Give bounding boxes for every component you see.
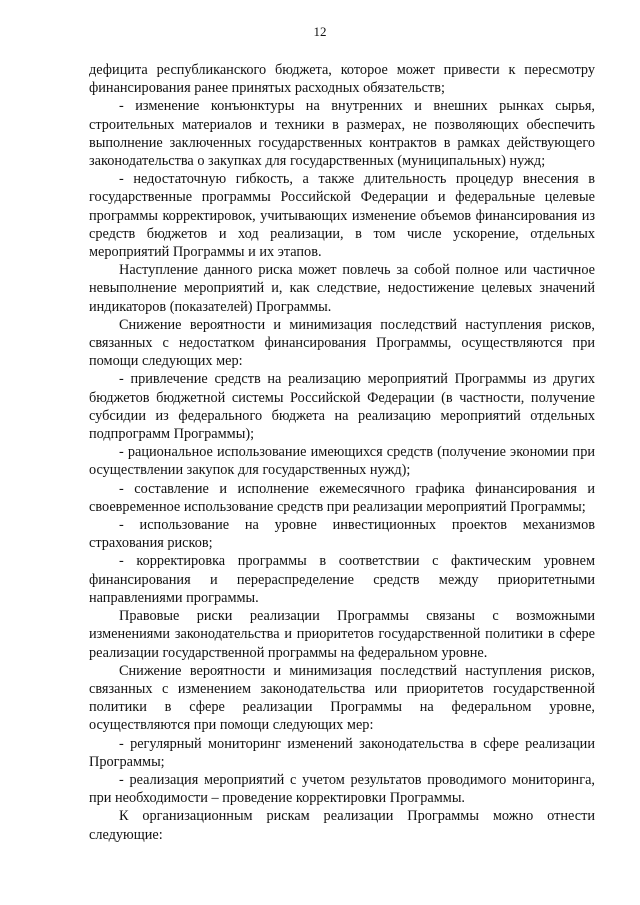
document-body <box>89 61 595 844</box>
paragraph: К организационным рискам реализации Программы можно отнести следующие: <box>89 808 595 843</box>
list-item: - составление и исполнение ежемесячного графика финансирования и своевременное использование средств при реализации мероприятий Программы; <box>89 480 595 515</box>
list-item: - использование на уровне инвестиционных проектов механизмов страхования рисков; <box>89 517 595 552</box>
paragraph: Снижение вероятности и минимизация последствий наступления рисков, связанных с недостатком финансирования Программы, осуществляются при помощи следующих мер: <box>89 316 595 370</box>
paragraph: Наступление данного риска может повлечь за собой полное или частичное невыполнение мероприятий и, как следствие, недостижение целевых значений индикаторов (показателей) Программы. <box>89 262 595 315</box>
list-item: - регулярный мониторинг изменений законодательства в сфере реализации Программы; <box>89 735 595 770</box>
list-item: - реализация мероприятий с учетом результатов проводимого мониторинга, при необходимости – проведение корректировки Программы. <box>89 771 595 807</box>
list-item: - корректировка программы в соответствии с фактическим уровнем финансирования и перераспределение средств между приоритетными направлениями программы. <box>89 553 595 606</box>
page-number: 12 <box>313 24 327 39</box>
list-item: - недостаточную гибкость, а также длительность процедур внесения в государственные программы Российской Федерации и федеральные целевые программы корректировок, учитывающих изменение объемов финансирования из средств бюджетов и ход реализации, в том числе ускорение, отдельных мероприятий Программы и их этапов. <box>89 171 595 261</box>
list-item: - рациональное использование имеющихся средств (получение экономии при осуществлении закупок для государственных нужд); <box>89 444 595 479</box>
paragraph: дефицита республиканского бюджета, которое может привести к пересмотру финансирования ранее принятых расходных обязательств; <box>89 62 595 97</box>
list-item: - изменение конъюнктуры на внутренних и внешних рынках сырья, строительных материалов и техники в размерах, не позволяющих обеспечить выполнение заключенных государственных контрактов в рамках действующего законодательства о закупках для государственных (муниципальных) нужд; <box>89 98 595 170</box>
paragraph: Правовые риски реализации Программы связаны с возможными изменениями законодательства и приоритетов государственной политики в сфере реализации государственной программы на федеральном уровне. <box>89 608 595 661</box>
paragraph: Снижение вероятности и минимизация последствий наступления рисков, связанных с изменением законодательства или приоритетов государственной политики в сфере реализации Программы на федеральном уровне, осуществляются при помощи следующих мер: <box>89 662 595 734</box>
list-item: - привлечение средств на реализацию мероприятий Программы из других бюджетов бюджетной системы Российской Федерации (в частности, получение субсидии из федерального бюджета на реализацию мероприятий отдельных подпрограмм Программы); <box>89 371 595 443</box>
